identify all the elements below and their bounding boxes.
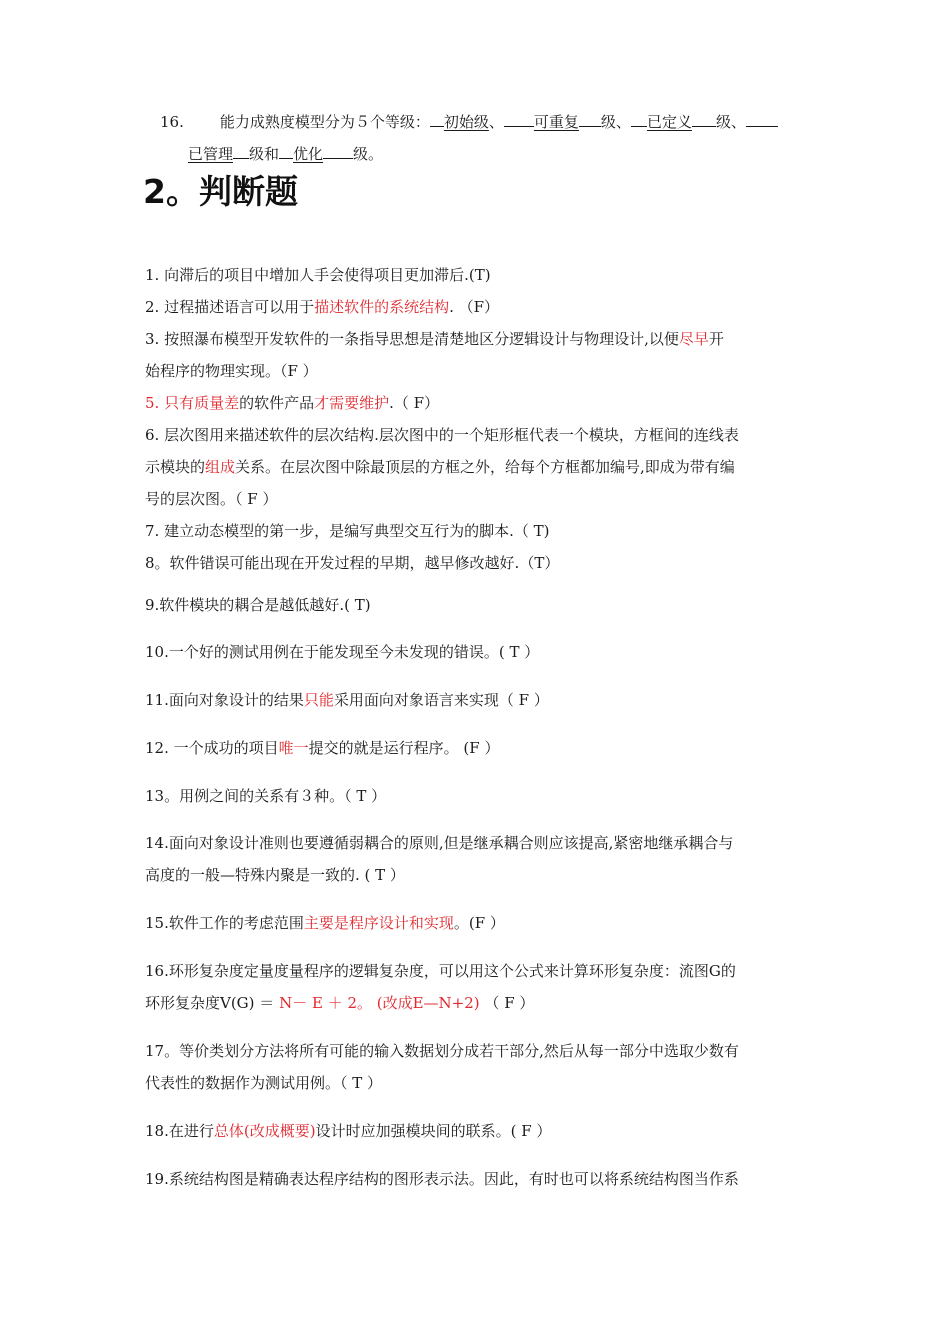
blank (430, 110, 444, 127)
answer-initial: 初始级 (443, 113, 489, 131)
item-text: 18.在进行 (145, 1122, 214, 1140)
answer-defined: 已定义 (646, 113, 692, 131)
item-text: 15.软件工作的考虑范围 (145, 914, 304, 932)
item-answer: 代表性的数据作为测试用例。（ T ） (145, 1074, 383, 1092)
item-text: 12. 一个成功的项目 (145, 739, 279, 757)
item-answer: 始程序的物理实现。（F ） (145, 362, 318, 380)
item-text: 19.系统结构图是精确表达程序结构的图形表示法。因此，有时也可以将系统结构图当作系 (145, 1170, 739, 1188)
highlight-text: 唯一 (278, 739, 309, 757)
separator: 级和 (249, 145, 280, 163)
tf-item-6-continued (145, 457, 735, 477)
tf-item-19 (145, 1169, 739, 1189)
item-text: 9.软件模块的耦合是越低越好.( T) (145, 596, 371, 614)
tf-item-12 (145, 738, 499, 758)
highlight-text: 主要是程序设计和实现 (303, 914, 454, 932)
highlight-text: 总体(改成概要) (213, 1122, 316, 1140)
blank (279, 142, 293, 159)
tf-item-7 (145, 521, 549, 541)
tf-item-11 (145, 690, 549, 710)
highlight-text: 只有质量差 (164, 394, 240, 412)
tf-item-15 (145, 913, 505, 933)
tf-item-1 (145, 265, 491, 285)
tf-item-2 (145, 297, 499, 317)
item-text: 7. 建立动态模型的第一步，是编写典型交互行为的脚本.（ T) (145, 522, 550, 540)
tf-item-18 (145, 1121, 551, 1141)
tf-item-17 (145, 1041, 739, 1061)
item-answer: . （F） (449, 298, 500, 316)
question-prefix: 能力成熟度模型分为５个等级： (219, 113, 430, 131)
item-number: 5. (145, 394, 165, 412)
item-text: 示模块的 (145, 458, 206, 476)
highlight-text: 只能 (303, 691, 334, 709)
tf-item-5 (145, 393, 439, 413)
separator: 级、 (715, 113, 746, 131)
blank (579, 110, 601, 127)
blank (631, 110, 647, 127)
tf-item-6 (145, 425, 739, 445)
tf-item-16-continued (145, 993, 534, 1013)
tf-item-16 (145, 961, 736, 981)
item-answer: .（ F） (389, 394, 440, 412)
separator: 级。 (353, 145, 384, 163)
item-text: 环形复杂度V(G) ＝ (145, 994, 275, 1012)
item-answer: 设计时应加强模块间的联系。( F ） (315, 1122, 552, 1140)
item-answer: （ F ） (479, 994, 535, 1012)
item-text: 的软件产品 (239, 394, 315, 412)
answer-repeatable: 可重复 (533, 113, 579, 131)
item-answer: 采用面向对象语言来实现（ F ） (333, 691, 549, 709)
tf-item-9 (145, 595, 371, 615)
fill-question-16-continued (188, 142, 383, 164)
highlight-text: 描述软件的系统结构 (314, 298, 450, 316)
answer-managed: 已管理 (188, 145, 234, 163)
item-answer: 号的层次图。（ F ） (145, 490, 278, 508)
item-answer: 高度的一般—特殊内聚是一致的. ( T ） (145, 866, 405, 884)
item-text: 6. 层次图用来描述软件的层次结构.层次图中的一个矩形框代表一个模块，方框间的连线表 (145, 426, 739, 444)
tf-item-8 (145, 553, 559, 573)
blank (233, 142, 249, 159)
highlight-text: N－ E ＋ 2。 (改成E—N+2) (274, 994, 480, 1012)
highlight-text: 尽早 (678, 330, 709, 348)
highlight-text: 才需要维护 (314, 394, 390, 412)
question-number: 16. (160, 113, 184, 131)
item-text: 13。用例之间的关系有３种。（ T ） (145, 787, 387, 805)
item-text: 10.一个好的测试用例在于能发现至今未发现的错误。( T ） (145, 643, 540, 661)
answer-optimized: 优化 (293, 145, 324, 163)
separator: 级、 (600, 113, 631, 131)
blank (323, 142, 353, 159)
item-text: 1. 向滞后的项目中增加人手会使得项目更加滞后.(T) (145, 266, 491, 284)
fill-question-16 (160, 110, 778, 132)
blank (746, 110, 778, 127)
tf-item-17-continued (145, 1073, 382, 1093)
item-text: 2. 过程描述语言可以用于 (145, 298, 315, 316)
tf-item-3-continued (145, 361, 318, 381)
item-text: 16.环形复杂度定量度量程序的逻辑复杂度，可以用这个公式来计算环形复杂度：流图G的 (145, 962, 736, 980)
item-text: 11.面向对象设计的结果 (145, 691, 304, 709)
highlight-text: 组成 (205, 458, 236, 476)
item-text: 14.面向对象设计准则也要遵循弱耦合的原则,但是继承耦合则应该提高,紧密地继承耦合与 (145, 834, 734, 852)
tf-item-6-end (145, 489, 277, 509)
tf-item-14-continued (145, 865, 405, 885)
tf-item-3 (145, 329, 724, 349)
item-answer: 。(F ） (453, 914, 505, 932)
tf-item-10 (145, 642, 539, 662)
tf-item-13 (145, 786, 386, 806)
blank (692, 110, 716, 127)
item-text: 17。等价类划分方法将所有可能的输入数据划分成若干部分,然后从每一部分中选取少数有 (145, 1042, 739, 1060)
item-text: 关系。在层次图中除最顶层的方框之外，给每个方框都加编号,即成为带有编 (235, 458, 735, 476)
separator: 、 (488, 113, 504, 131)
item-text-end: 开 (708, 330, 724, 348)
blank (504, 110, 534, 127)
section-title: 2。判断题 (143, 172, 298, 211)
item-text: 8。软件错误可能出现在开发过程的早期，越早修改越好.（T） (145, 554, 560, 572)
tf-item-14 (145, 833, 733, 853)
item-answer: 提交的就是运行程序。 (F ） (308, 739, 500, 757)
item-text: 3. 按照瀑布模型开发软件的一条指导思想是清楚地区分逻辑设计与物理设计,以便 (145, 330, 679, 348)
